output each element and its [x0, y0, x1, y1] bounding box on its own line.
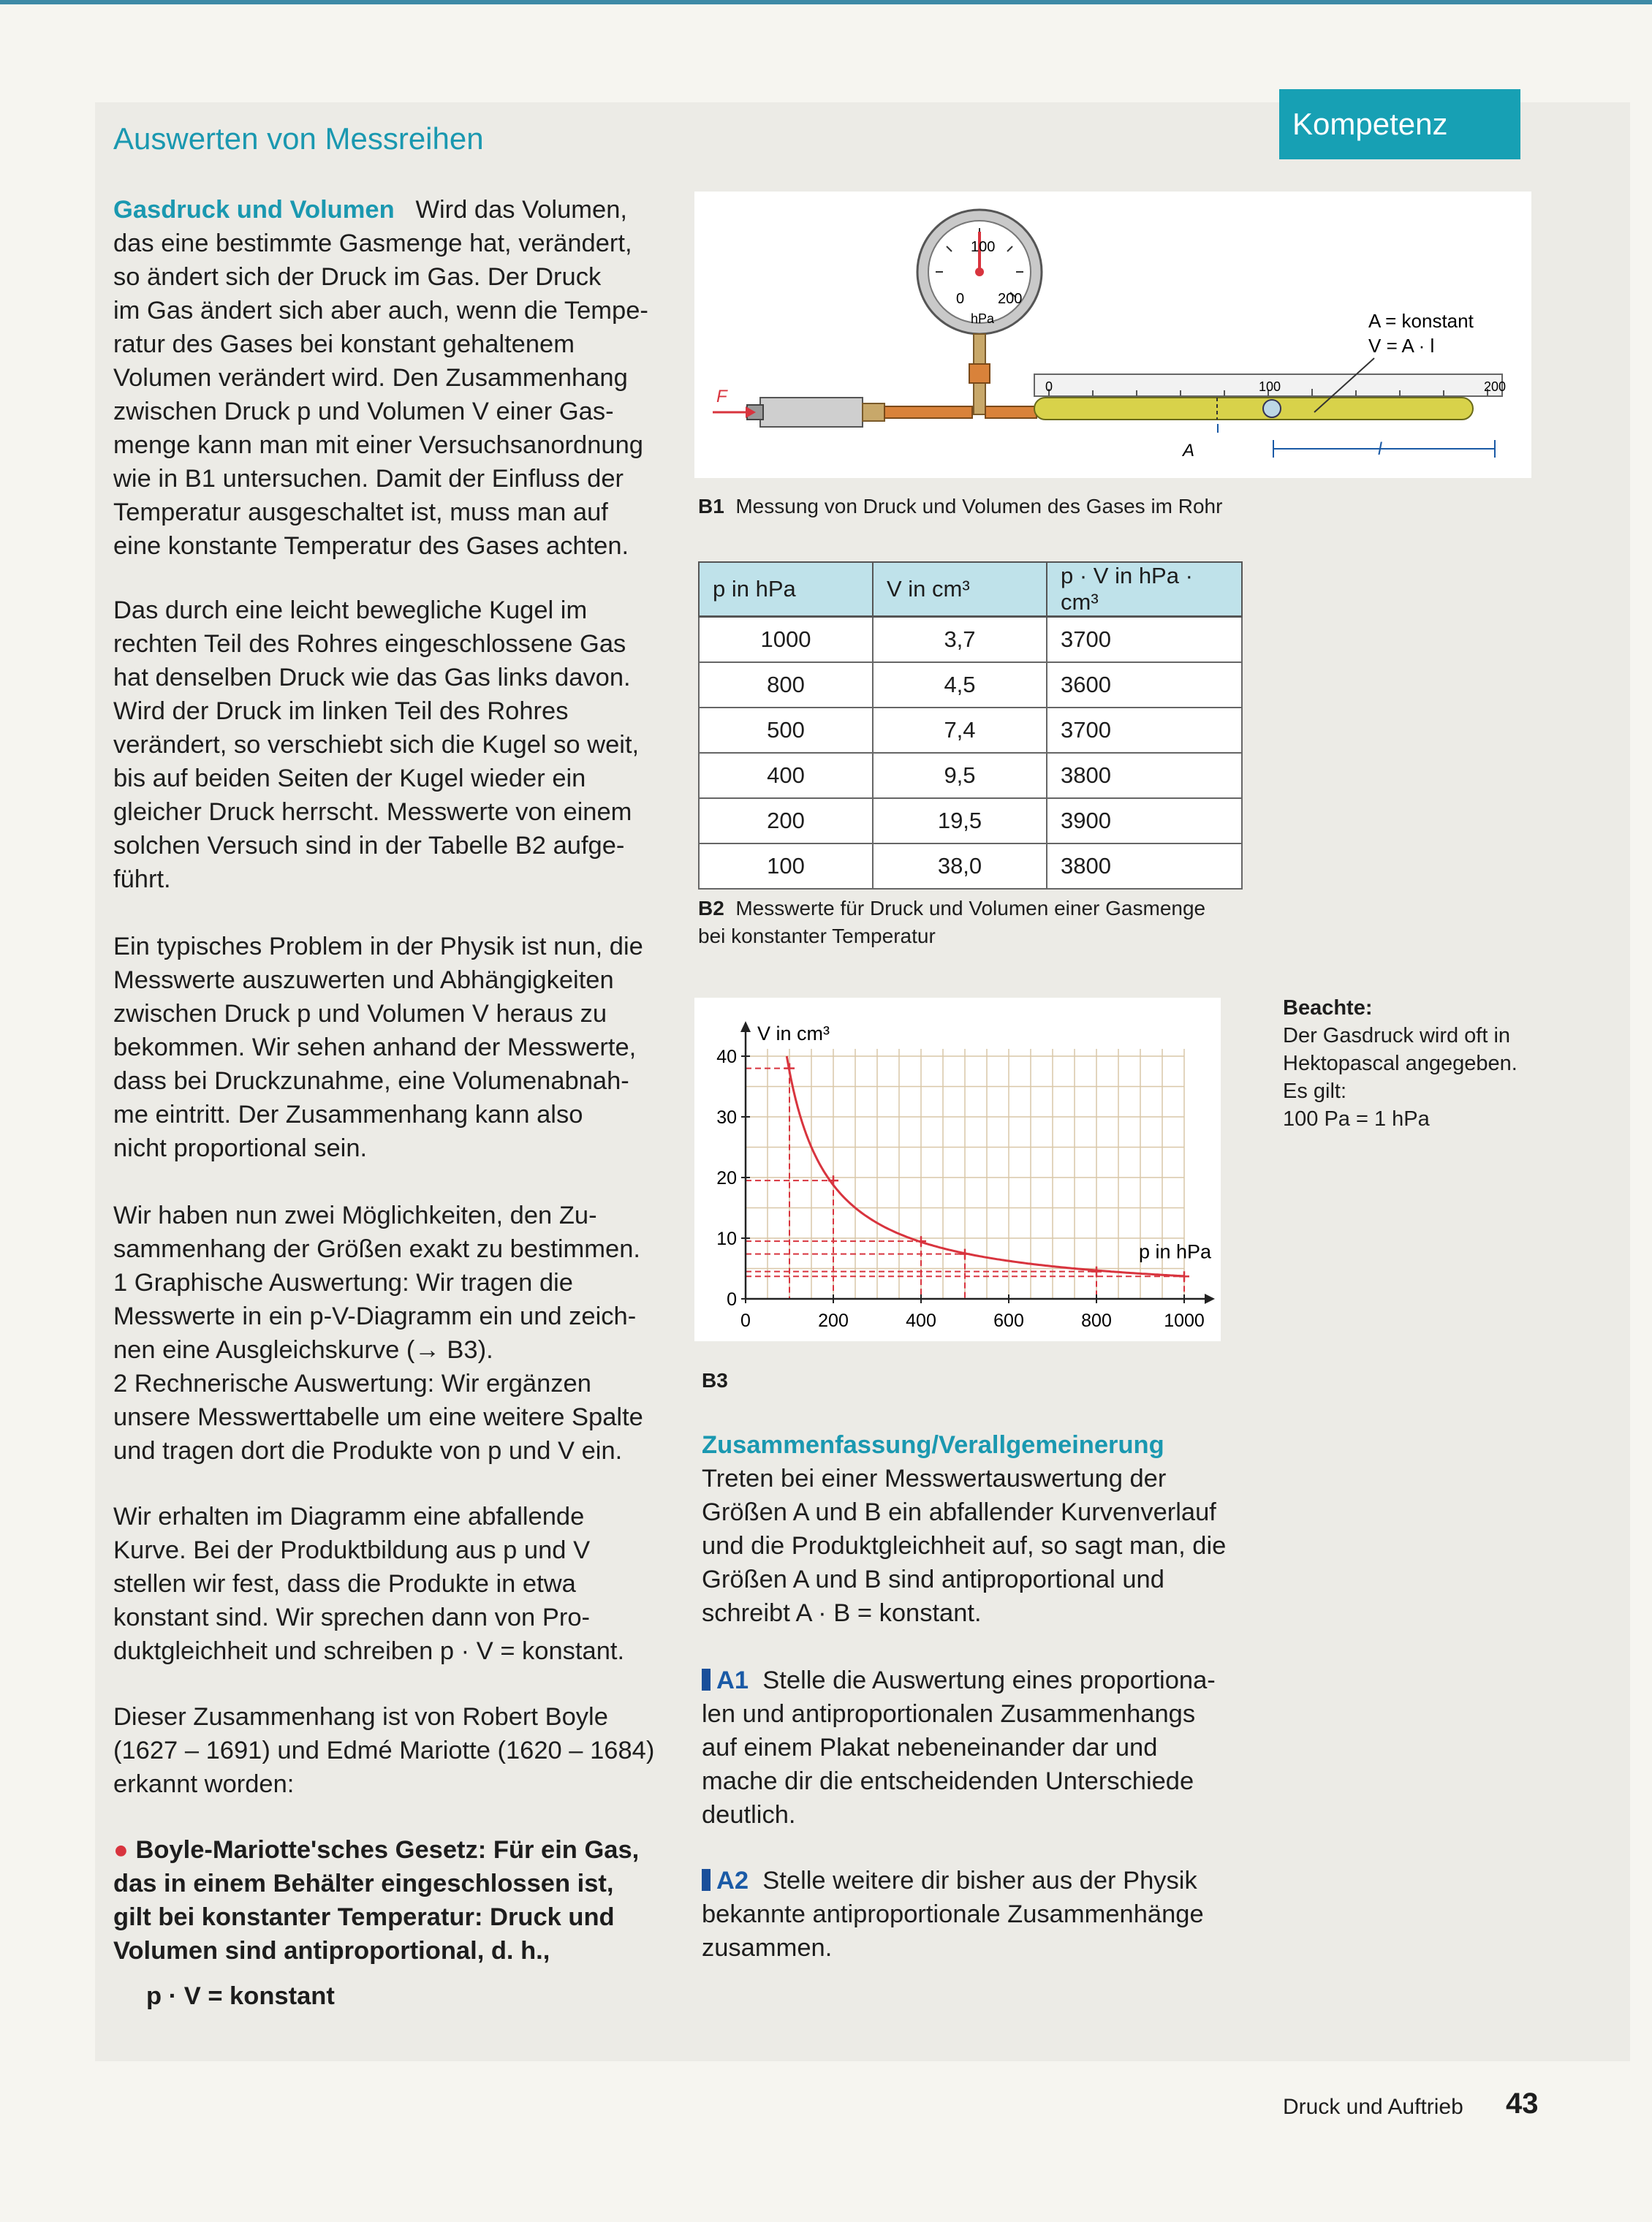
table-cell: 19,5 — [873, 798, 1047, 843]
gauge-label-0: 0 — [956, 291, 965, 307]
gauge-label-200: 200 — [998, 291, 1023, 307]
b3-caption: B3 — [702, 1369, 728, 1392]
chart-x-axis-label: p in hPa — [1139, 1240, 1212, 1263]
b2-caption-line: bei konstanter Temperatur — [698, 925, 936, 947]
text-line: rechten Teil des Rohres eingeschlossene Gas — [113, 630, 626, 658]
text-line: solchen Versuch sind in der Tabelle B2 aufge- — [113, 832, 625, 860]
syringe-barrel — [760, 398, 863, 427]
text-line: bekommen. Wir sehen anhand der Messwerte, — [113, 1034, 637, 1061]
table-cell: 3800 — [1047, 843, 1242, 889]
kompetenz-tab: Kompetenz — [1279, 89, 1520, 159]
table-cell: 800 — [699, 662, 873, 708]
text-line: bekannte antiproportionale Zusammenhänge — [702, 1900, 1204, 1928]
text-line: Größen A und B ein abfallender Kurvenverlauf — [702, 1498, 1216, 1526]
text-line: und tragen dort die Produkte von p und V ein. — [113, 1437, 623, 1465]
b2-measurement-table — [698, 561, 1243, 890]
table-cell: 400 — [699, 753, 873, 798]
text-line: im Gas ändert sich aber auch, wenn die Tempe- — [113, 297, 648, 325]
task-a1 — [702, 1664, 1257, 1832]
text-line: duktgleichheit und schreiben p · V = konstant. — [113, 1637, 625, 1665]
x-tick-label: 800 — [1081, 1311, 1112, 1331]
table-cell: 4,5 — [873, 662, 1047, 708]
table-cell: 3600 — [1047, 662, 1242, 708]
text-line: konstant sind. Wir sprechen dann von Pro- — [113, 1604, 590, 1631]
paragraph-4 — [113, 1199, 669, 1468]
text-line: Stelle weitere dir bisher aus der Physik — [762, 1867, 1197, 1895]
area-label: A — [1183, 441, 1195, 460]
table-cell: 38,0 — [873, 843, 1047, 889]
table-cell: 7,4 — [873, 708, 1047, 753]
summary-title: Zusammenfassung/Verallgemeinerung — [702, 1431, 1164, 1459]
text-line: unsere Messwerttabelle um eine weitere Spalte — [113, 1403, 643, 1431]
gauge-valve — [969, 364, 990, 383]
b1-caption-id: B1 — [698, 495, 724, 517]
text-line: erkannt worden: — [113, 1770, 295, 1798]
text-line: eine konstante Temperatur des Gases achten. — [113, 532, 629, 560]
chart-grid — [746, 1049, 1184, 1299]
table-cell: 9,5 — [873, 753, 1047, 798]
b3-chart — [694, 998, 1221, 1341]
y-axis-arrowhead — [740, 1021, 751, 1032]
text-line: 1 Graphische Auswertung: Wir tragen die — [113, 1269, 573, 1297]
task-id: A2 — [716, 1867, 749, 1895]
task-id: A1 — [716, 1666, 749, 1694]
table-cell: 1000 — [699, 617, 873, 663]
bullet-dot-icon: ● — [113, 1836, 129, 1864]
table-cell: 200 — [699, 798, 873, 843]
text-line: Messwerte auszuwerten und Abhängigkeiten — [113, 966, 614, 994]
note-line: Hektopascal angegeben. — [1283, 1052, 1518, 1075]
text-line: nen eine Ausgleichskurve (→ B3). — [113, 1336, 493, 1364]
law-formula: p · V = konstant — [146, 1982, 335, 2010]
formula-area-constant: A = konstant — [1368, 310, 1474, 332]
connector-tube — [884, 406, 972, 418]
table-row — [699, 753, 1242, 798]
text-line: Wird der Druck im linken Teil des Rohres — [113, 697, 569, 725]
table-header-row — [699, 562, 1242, 617]
text-line: zwischen Druck p und Volumen V heraus zu — [113, 1000, 607, 1028]
b1-caption — [698, 493, 1222, 520]
table-cell: 3,7 — [873, 617, 1047, 663]
text-line: Dieser Zusammenhang ist von Robert Boyle — [113, 1703, 608, 1731]
text-line: und die Produktgleichheit auf, so sagt man, die — [702, 1532, 1227, 1560]
text-line: sammenhang der Größen exakt zu bestimmen. — [113, 1235, 640, 1263]
connector-tube-right — [985, 406, 1037, 418]
text-line: me eintritt. Der Zusammenhang kann also — [113, 1101, 583, 1129]
text-line: Kurve. Bei der Produktbildung aus p und V — [113, 1536, 591, 1564]
y-tick-label: 40 — [716, 1047, 737, 1067]
table-cell: 3900 — [1047, 798, 1242, 843]
text-line: zwischen Druck p und Volumen V einer Gas- — [113, 398, 614, 425]
x-axis-arrowhead — [1205, 1294, 1215, 1304]
table-cell: 3700 — [1047, 617, 1242, 663]
chart-fit-curve — [787, 1056, 1183, 1276]
paragraph-1-heading: Gasdruck und Volumen — [113, 196, 395, 224]
text-line: 2 Rechnerische Auswertung: Wir ergänzen — [113, 1370, 591, 1398]
text-line: hat denselben Druck wie das Gas links davon. — [113, 664, 631, 691]
text-line: das eine bestimmte Gasmenge hat, verändert, — [113, 230, 632, 257]
text-line: Temperatur ausgeschaltet ist, muss man auf — [113, 498, 608, 526]
text-line: gilt bei konstanter Temperatur: Druck und — [113, 1903, 615, 1931]
y-tick-label: 10 — [716, 1229, 737, 1249]
text-line: bis auf beiden Seiten der Kugel wieder ein — [113, 765, 586, 792]
text-line: mache dir die entscheidenden Unterschiede — [702, 1767, 1194, 1795]
b2-caption — [698, 895, 1205, 950]
text-line: Volumen verändert wird. Den Zusammenhang — [113, 364, 628, 392]
text-line: schreibt A · B = konstant. — [702, 1599, 982, 1627]
b1-apparatus-diagram — [694, 192, 1531, 478]
text-line: Wir haben nun zwei Möglichkeiten, den Zu- — [113, 1202, 597, 1229]
table-cell: 100 — [699, 843, 873, 889]
x-tick-label: 200 — [818, 1311, 849, 1331]
text-line: wie in B1 untersuchen. Damit der Einfluss der — [113, 465, 624, 493]
x-tick-label: 400 — [906, 1311, 936, 1331]
text-line: len und antiproportionalen Zusammenhangs — [702, 1700, 1196, 1728]
law-box — [113, 1833, 669, 2013]
page-number: 43 — [1506, 2088, 1539, 2120]
table-row — [699, 798, 1242, 843]
table-cell: 3700 — [1047, 708, 1242, 753]
b2-caption-line: Messwerte für Druck und Volumen einer Gasmenge — [735, 897, 1206, 919]
gauge-unit: hPa — [971, 311, 995, 326]
x-tick-label: 0 — [740, 1311, 751, 1331]
text-line: nicht proportional sein. — [113, 1134, 368, 1162]
text-line: Stelle die Auswertung eines proportiona- — [762, 1666, 1216, 1694]
note-line: Es gilt: — [1283, 1080, 1347, 1103]
text-line: Wir erhalten im Diagramm eine abfallende — [113, 1503, 585, 1531]
text-line: führt. — [113, 865, 171, 893]
text-line: Volumen sind antiproportional, d. h., — [113, 1937, 550, 1965]
text-line: auf einem Plakat nebeneinander dar und — [702, 1734, 1158, 1762]
table-header-cell: p · V in hPa · cm³ — [1047, 562, 1242, 617]
note-line: Der Gasdruck wird oft in — [1283, 1024, 1511, 1047]
text-line: das in einem Behälter eingeschlossen ist, — [113, 1870, 614, 1897]
table-row — [699, 662, 1242, 708]
table-row — [699, 843, 1242, 889]
paragraph-1 — [113, 193, 669, 563]
gauge-hub — [975, 268, 984, 276]
text-line: menge kann man mit einer Versuchsanordnung — [113, 431, 643, 459]
text-line: Boyle-Mariotte'sches Gesetz: Für ein Gas, — [135, 1836, 640, 1864]
task-marker-icon — [702, 1869, 711, 1891]
length-label: l — [1378, 439, 1382, 459]
summary-box — [702, 1428, 1257, 1630]
force-label: F — [716, 387, 727, 406]
text-line: zusammen. — [702, 1934, 833, 1962]
scale-label-200: 200 — [1484, 379, 1507, 394]
table-cell: 3800 — [1047, 753, 1242, 798]
text-line: Wird das Volumen, — [415, 196, 627, 224]
x-tick-label: 1000 — [1164, 1311, 1205, 1331]
y-tick-label: 30 — [716, 1107, 737, 1128]
b1-caption-text: Messung von Druck und Volumen des Gases im Rohr — [735, 495, 1223, 517]
note-title: Beachte: — [1283, 996, 1373, 1020]
text-line: Größen A und B sind antiproportional und — [702, 1566, 1164, 1593]
top-rule — [0, 0, 1652, 4]
text-line: stellen wir fest, dass die Produkte in etwa — [113, 1570, 576, 1598]
text-line: dass bei Druckzunahme, eine Volumenabnah- — [113, 1067, 629, 1095]
x-tick-label: 600 — [993, 1311, 1024, 1331]
paragraph-6 — [113, 1700, 669, 1801]
gauge-label-100: 100 — [971, 239, 996, 255]
text-line: verändert, so verschiebt sich die Kugel so weit, — [113, 731, 640, 759]
scale-label-100: 100 — [1259, 379, 1281, 394]
paragraph-5 — [113, 1500, 669, 1668]
text-line: Ein typisches Problem in der Physik ist nun, die — [113, 933, 643, 960]
b2-caption-id: B2 — [698, 897, 724, 919]
table-row — [699, 617, 1242, 663]
scale-label-0: 0 — [1045, 379, 1053, 394]
text-line: Das durch eine leicht bewegliche Kugel im — [113, 596, 588, 624]
table-header-cell: V in cm³ — [873, 562, 1047, 617]
section-title: Auswerten von Messreihen — [113, 121, 484, 156]
note-line: 100 Pa = 1 hPa — [1283, 1107, 1430, 1131]
table-header-cell: p in hPa — [699, 562, 873, 617]
paragraph-2 — [113, 594, 669, 896]
text-line: Messwerte in ein p-V-Diagramm ein und zeich- — [113, 1303, 637, 1330]
text-line: so ändert sich der Druck im Gas. Der Druck — [113, 263, 602, 291]
text-line: Treten bei einer Messwertauswertung der — [702, 1465, 1167, 1493]
chart-y-axis-label: V in cm³ — [757, 1023, 830, 1044]
y-tick-label: 20 — [716, 1168, 737, 1188]
formula-volume: V = A · l — [1368, 335, 1435, 357]
table-row — [699, 708, 1242, 753]
text-line: (1627 – 1691) und Edmé Mariotte (1620 – 1684) — [113, 1737, 655, 1764]
table-cell: 500 — [699, 708, 873, 753]
text-line: gleicher Druck herrscht. Messwerte von einem — [113, 798, 632, 826]
ball — [1263, 400, 1281, 417]
task-a2 — [702, 1864, 1257, 1965]
task-marker-icon — [702, 1669, 711, 1691]
glass-tube — [1034, 398, 1473, 420]
side-note — [1283, 994, 1561, 1133]
footer-chapter: Druck und Auftrieb — [1283, 2095, 1463, 2119]
paragraph-3 — [113, 930, 669, 1165]
text-line: ratur des Gases bei konstant gehaltenem — [113, 330, 575, 358]
syringe-nozzle — [863, 403, 884, 421]
y-tick-label: 0 — [727, 1289, 737, 1310]
text-line: deutlich. — [702, 1801, 796, 1829]
